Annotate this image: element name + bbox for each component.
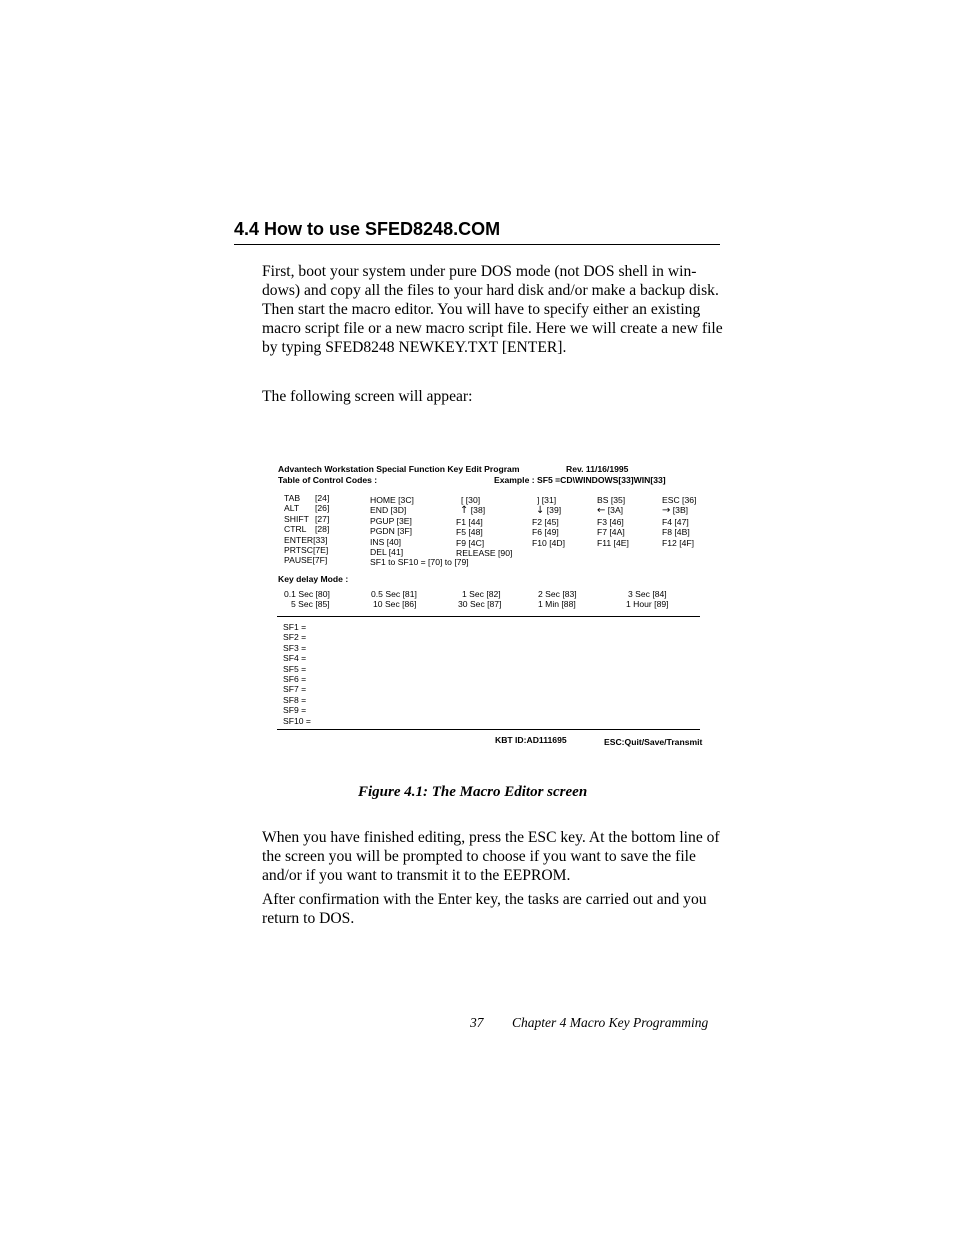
code-col3 xyxy=(456,495,512,558)
delay-option: 0.1 Sec [80] xyxy=(284,589,330,599)
code-value: [26] xyxy=(315,503,330,514)
program-title: Advantech Workstation Special Function Key Edit Program xyxy=(278,464,520,474)
code-entry: F8 [4B] xyxy=(662,527,690,538)
body-line: After confirmation with the Enter key, the tasks are carried out and you xyxy=(262,891,707,908)
following-text xyxy=(262,387,722,406)
sf-line[interactable]: SF3 = xyxy=(283,642,307,653)
arrow-down-icon: ↓ xyxy=(536,505,545,517)
code-entry: [ [30] xyxy=(461,495,481,505)
code-entry: F3 [46] xyxy=(597,516,624,527)
code-entry: F9 [4C] xyxy=(456,537,485,548)
code-entry: END [3D] xyxy=(370,505,407,516)
sf-line[interactable]: SF6 = xyxy=(283,674,307,685)
code-entry: ] [31] xyxy=(537,495,557,505)
delay-option: 2 Sec [83] xyxy=(538,589,577,599)
code-entry: BS [35] xyxy=(597,495,626,505)
delay-option: 10 Sec [86] xyxy=(373,599,417,609)
screen-divider-top xyxy=(277,616,700,617)
sf-line[interactable]: SF8 = xyxy=(283,694,307,705)
code-entry: F1 [44] xyxy=(456,516,483,527)
following-text-line: The following screen will appear: xyxy=(262,388,473,405)
table-label: Table of Control Codes : xyxy=(278,475,378,485)
example-text: Example : SF5 =CD\WINDOWS[33]WIN[33] xyxy=(494,475,666,485)
sf-line[interactable]: SF1 = xyxy=(283,622,307,632)
code-entry: ESC [36] xyxy=(662,495,697,505)
code-entry: F5 [48] xyxy=(456,527,483,538)
code-entry: TAB xyxy=(284,493,301,503)
delay-option: 5 Sec [85] xyxy=(291,599,330,609)
intro-line: First, boot your system under pure DOS mode (not DOS shell in win- xyxy=(262,263,697,280)
body-line: return to DOS. xyxy=(262,910,355,927)
code-entry: CTRL xyxy=(284,524,307,535)
kbt-id: KBT ID:AD111695 xyxy=(495,735,567,745)
chapter-title: Chapter 4 Macro Key Programming xyxy=(512,1015,709,1030)
code-entry: DEL [41] xyxy=(370,547,404,558)
code-entry-up xyxy=(456,505,512,516)
code-value: [27] xyxy=(315,513,330,524)
sf-line[interactable]: SF7 = xyxy=(283,684,307,695)
revision: Rev. 11/16/1995 xyxy=(566,464,629,474)
intro-line: dows) and copy all the files to your hard disk and/or make a backup disk. xyxy=(262,282,719,299)
code-value: [3B] xyxy=(672,505,689,516)
code-entry: PGUP [3E] xyxy=(370,515,412,526)
intro-paragraph xyxy=(262,262,722,357)
code-entry: ENTER[33] xyxy=(284,534,328,545)
code-entry: PAUSE[7F] xyxy=(284,555,328,566)
delay-option: 30 Sec [87] xyxy=(458,599,502,609)
arrow-left-icon: ← xyxy=(597,505,606,517)
code-col4 xyxy=(532,495,565,548)
code-value: [39] xyxy=(546,505,562,516)
sf-line[interactable]: SF5 = xyxy=(283,663,307,674)
editing-paragraph xyxy=(262,828,722,885)
confirmation-paragraph xyxy=(262,890,722,928)
code-col2 xyxy=(370,495,469,568)
intro-line: macro script file or a new macro script file. Here we will create a new file xyxy=(262,320,723,337)
code-entry: SF1 to SF10 = [70] to [79] xyxy=(370,557,469,568)
code-entry: RELEASE [90] xyxy=(456,548,513,559)
page-number: 37 xyxy=(470,1015,484,1030)
code-entry: F10 [4D] xyxy=(532,537,565,548)
sf-line[interactable]: SF2 = xyxy=(283,632,307,643)
code-entry-right xyxy=(662,505,696,516)
code-entry: F12 [4F] xyxy=(662,537,694,548)
delay-option: 1 Sec [82] xyxy=(462,589,501,599)
code-entry: HOME [3C] xyxy=(370,495,414,505)
code-entry: F4 [47] xyxy=(662,516,689,527)
code-entry: INS [40] xyxy=(370,536,402,547)
delay-option: 0.5 Sec [81] xyxy=(371,589,417,599)
body-line: the screen you will be prompted to choose if you want to save the file xyxy=(262,848,696,865)
esc-hint: ESC:Quit/Save/Transmit xyxy=(604,737,703,747)
arrow-right-icon: → xyxy=(662,505,671,517)
intro-line: Then start the macro editor. You will have to specify either an existing xyxy=(262,301,701,318)
delay-option: 3 Sec [84] xyxy=(628,589,667,599)
code-entry: ALT xyxy=(284,503,300,514)
figure-caption: Figure 4.1: The Macro Editor screen xyxy=(358,784,588,800)
code-entry: PGDN [3F] xyxy=(370,526,413,537)
code-value: [3A] xyxy=(607,505,624,516)
code-entry-left xyxy=(597,505,629,516)
code-col1-values xyxy=(315,493,329,535)
key-delay-label: Key delay Mode : xyxy=(278,574,349,584)
code-entry: F2 [45] xyxy=(532,516,559,527)
intro-line: by typing SFED8248 NEWKEY.TXT [ENTER]. xyxy=(262,339,567,356)
code-entry-down xyxy=(532,505,565,516)
body-line: When you have finished editing, press the ESC key. At the bottom line of xyxy=(262,829,720,846)
code-col5 xyxy=(597,495,629,548)
sf-definitions[interactable] xyxy=(283,622,311,726)
code-value: [38] xyxy=(470,505,486,516)
section-title: 4.4 How to use SFED8248.COM xyxy=(234,219,501,239)
arrow-up-icon: ↑ xyxy=(460,505,469,517)
body-line: and/or if you want to transmit it to the EEPROM. xyxy=(262,867,571,884)
code-value: [24] xyxy=(315,493,330,503)
code-entry: PRTSC[7E] xyxy=(284,545,329,556)
code-col6 xyxy=(662,495,696,548)
sf-line[interactable]: SF10 = xyxy=(283,715,311,726)
sf-line[interactable]: SF4 = xyxy=(283,653,307,664)
delay-option: 1 Hour [89] xyxy=(626,599,669,609)
code-entry: F7 [4A] xyxy=(597,527,625,538)
delay-option: 1 Min [88] xyxy=(538,599,576,609)
screen-divider-bottom xyxy=(277,729,700,730)
code-entry: F11 [4E] xyxy=(597,537,629,548)
sf-line[interactable]: SF9 = xyxy=(283,705,307,716)
code-entry: F6 [49] xyxy=(532,527,559,538)
title-rule xyxy=(234,244,720,245)
code-entry: SHIFT xyxy=(284,513,309,524)
code-value: [28] xyxy=(315,524,330,535)
